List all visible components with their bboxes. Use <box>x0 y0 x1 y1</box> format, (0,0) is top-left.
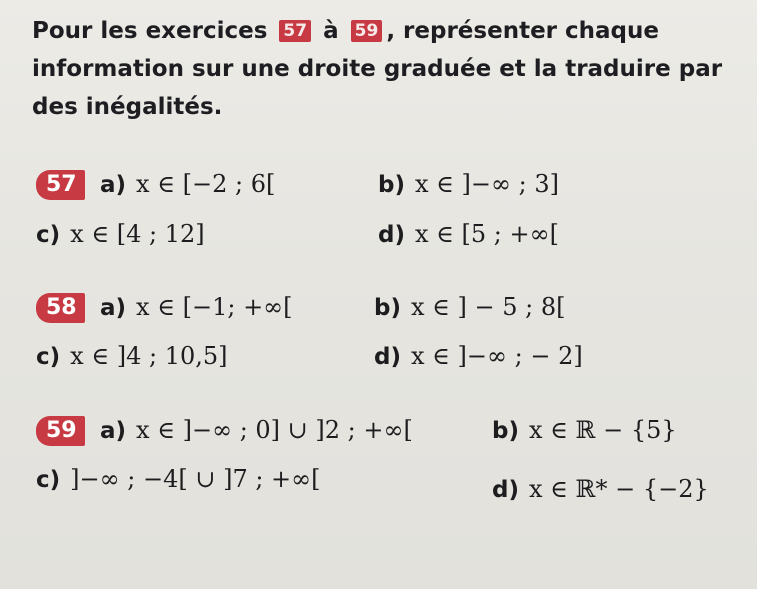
item-label: d) <box>492 477 519 503</box>
exercise-57-item-d <box>378 218 559 251</box>
item-label: c) <box>36 222 61 248</box>
item-expression: x ∈ ℝ* − {−2} <box>528 475 709 503</box>
instructions-part1: Pour les exercices <box>32 18 268 44</box>
exercise-59-item-a <box>100 414 413 447</box>
exercise-58-item-b <box>374 291 566 324</box>
exercise-ref-start: 57 <box>279 20 311 42</box>
exercise-58-item-c <box>36 340 228 373</box>
item-expression: x ∈ ℝ − {5} <box>528 416 677 444</box>
instructions-mid: à <box>323 18 339 44</box>
exercise-number-57: 57 <box>36 170 85 200</box>
exercise-59-item-c <box>36 463 321 496</box>
exercise-number-58: 58 <box>36 293 85 323</box>
item-expression: x ∈ [−1; +∞[ <box>136 293 293 321</box>
item-label: d) <box>374 344 401 370</box>
item-label: b) <box>492 418 519 444</box>
item-label: b) <box>378 172 405 198</box>
exercise-59-item-b <box>492 414 677 447</box>
exercise-number-59: 59 <box>36 416 85 446</box>
item-expression: ]−∞ ; −4[ ∪ ]7 ; +∞[ <box>70 465 321 493</box>
item-expression: x ∈ ]−∞ ; 0] ∪ ]2 ; +∞[ <box>136 416 413 444</box>
exercise-57-item-c <box>36 218 205 251</box>
exercise-58-item-d <box>374 340 583 373</box>
instructions <box>32 12 732 126</box>
item-label: a) <box>100 418 127 444</box>
exercise-57-item-a <box>100 168 275 201</box>
item-expression: x ∈ ]−∞ ; − 2] <box>410 342 583 370</box>
item-expression: x ∈ ] − 5 ; 8[ <box>410 293 566 321</box>
item-label: b) <box>374 295 401 321</box>
exercise-58-item-a <box>100 291 293 324</box>
exercise-59-item-d <box>492 473 709 506</box>
item-expression: x ∈ ]−∞ ; 3] <box>414 170 559 198</box>
item-expression: x ∈ [5 ; +∞[ <box>414 220 559 248</box>
item-label: c) <box>36 467 61 493</box>
exercise-57-item-b <box>378 168 559 201</box>
item-label: a) <box>100 295 127 321</box>
instructions-part2: , représenter chaque information sur une droite graduée et la traduire par des inégalités. <box>32 18 723 120</box>
item-label: d) <box>378 222 405 248</box>
exercise-ref-end: 59 <box>351 20 383 42</box>
item-expression: x ∈ [−2 ; 6[ <box>136 170 276 198</box>
item-label: c) <box>36 344 61 370</box>
item-expression: x ∈ [4 ; 12] <box>70 220 205 248</box>
item-label: a) <box>100 172 127 198</box>
item-expression: x ∈ ]4 ; 10,5] <box>70 342 228 370</box>
